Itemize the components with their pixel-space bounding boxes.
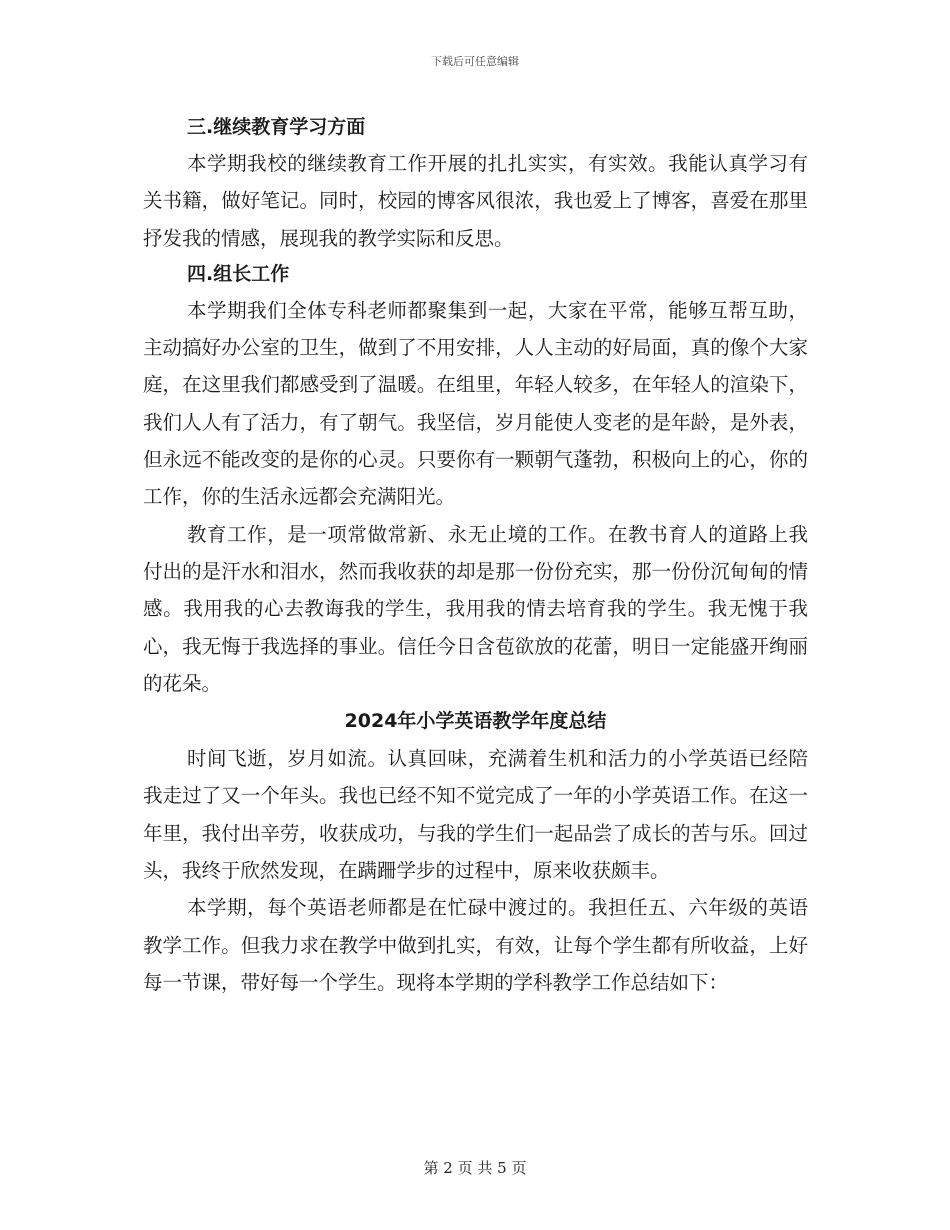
page-number: 第 2 页 共 5 页 xyxy=(423,1159,527,1177)
document-body xyxy=(143,110,808,1001)
paragraph: 时间飞逝，岁月如流。认真回味，充满着生机和活力的小学英语已经陪我走过了又一个年头。我也已经不知不觉完成了一年的小学英语工作。在这一年里，我付出辛劳，收获成功，与我的学生们一起品尝了成长的苦与乐。回过头，我终于欣然发现，在蹒跚学步的过程中，原来收获颇丰。 xyxy=(143,747,808,883)
section-heading-group-leader: 四.组长工作 xyxy=(187,262,290,285)
page-header: 下载后可任意编辑 xyxy=(431,55,519,68)
paragraph: 本学期我校的继续教育工作开展的扎扎实实，有实效。我能认真学习有关书籍，做好笔记。同时，校园的博客风很浓，我也爱上了博客，喜爱在那里抒发我的情感，展现我的教学实际和反思。 xyxy=(143,152,808,250)
paragraph: 教育工作，是一项常做常新、永无止境的工作。在教书育人的道路上我付出的是汗水和泪水，然而我收获的却是那一份份充实，那一份份沉甸甸的情感。我用我的心去教诲我的学生，我用我的情去培育我的学生。我无愧于我心，我无悔于我选择的事业。信任今日含苞欲放的花蕾，明日一定能盛开绚丽的花朵。 xyxy=(143,522,808,695)
paragraph: 本学期我们全体专科老师都聚集到一起，大家在平常，能够互帮互助，主动搞好办公室的卫生，做到了不用安排，人人主动的好局面，真的像个大家庭，在这里我们都感受到了温暖。在组里，年轻人较多，在年轻人的渲染下，我们人人有了活力，有了朝气。我坚信，岁月能使人变老的是年龄，是外表，但永远不能改变的是你的心灵。只要你有一颗朝气蓬勃，积极向上的心，你的工作，你的生活永远都会充满阳光。 xyxy=(143,298,808,509)
paragraph: 本学期，每个英语老师都是在忙碌中渡过的。我担任五、六年级的英语教学工作。但我力求在教学中做到扎实，有效，让每个学生都有所收益，上好每一节课，带好每一个学生。现将本学期的学科教学工作总结如下： xyxy=(143,896,808,994)
document-title: 2024年小学英语教学年度总结 xyxy=(344,710,607,733)
section-heading-continuing-education: 三.继续教育学习方面 xyxy=(187,116,366,138)
